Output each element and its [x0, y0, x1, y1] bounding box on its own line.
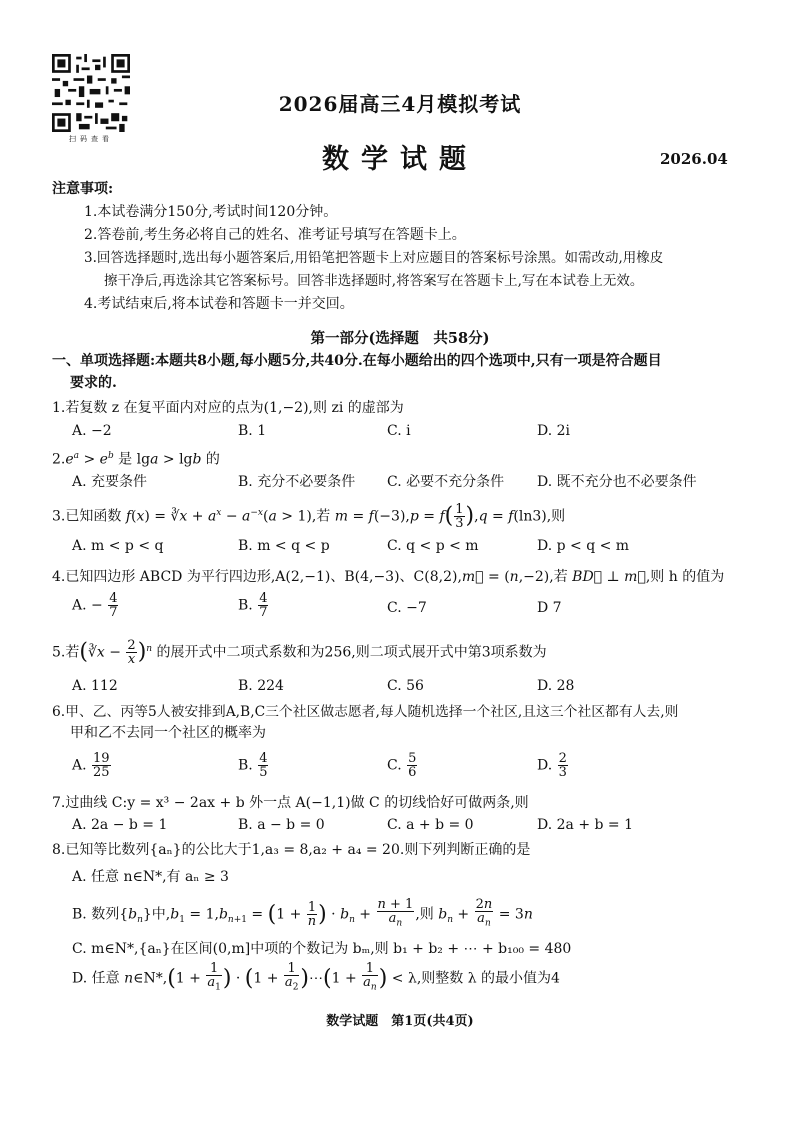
q7-option-c[interactable]: C. a + b = 0: [387, 817, 474, 833]
notes-item-1: 1.本试卷满分150分,考试时间120分钟。: [84, 204, 338, 220]
q6-option-b[interactable]: B. $\frac{4}{5}$: [238, 751, 268, 780]
q6-option-a[interactable]: A. $\frac{19}{25}$: [72, 751, 110, 780]
q7-option-d[interactable]: D. 2a + b = 1: [537, 817, 634, 833]
q2-stem: $2.e^a > e^b$ 是 lga > lgb 的: [52, 451, 220, 468]
q2-option-d[interactable]: D. 既不充分也不必要条件: [537, 474, 697, 490]
q5-option-a[interactable]: A. 112: [72, 678, 118, 694]
q1-stem: 1.若复数 z 在复平面内对应的点为(1,−2),则 zi 的虚部为: [52, 400, 404, 416]
q5-option-c[interactable]: C. 56: [387, 678, 424, 694]
q3-option-d[interactable]: D. p < q < m: [537, 538, 630, 554]
exam-title: 2026届高三4月模拟考试: [278, 92, 522, 116]
q6-stem-cont: 甲和乙不去同一个社区的概率为: [70, 725, 266, 741]
q4-option-a[interactable]: A. − $\frac{4}{7}$: [72, 591, 118, 620]
q8-option-b[interactable]: B. 数列$\{b_n\}$中$,b_1 = 1,b_{n+1} = (1$ + $\frac{1}{n}$ ) · $b_n$ + $\frac{n + 1}{a_n}$ ,则 $b_n$ + $\frac{2n}{a_n}$ = 3n: [72, 897, 533, 929]
q6-option-d[interactable]: D. $\frac{2}{3}$: [537, 751, 567, 780]
q1-option-c[interactable]: C. i: [387, 423, 411, 439]
notes-item-2: 2.答卷前,考生务必将自己的姓名、准考证号填写在答题卡上。: [84, 227, 466, 243]
q8-option-d[interactable]: D. 任意 n∈N*,(1 + $\frac{1}{a_1}$ ) · (1 + $\frac{1}{a_2}$ )⋯(1 + $\frac{1}{a_n}$ ) < λ,则整数 λ 的最小值为4: [72, 961, 560, 993]
section-instructions: 一、单项选择题:本题共8小题,每小题5分,共40分.在每小题给出的四个选项中,只有一项是符合题目: [52, 353, 662, 369]
q4-option-c[interactable]: C. −7: [387, 600, 427, 616]
q7-option-b[interactable]: B. a − b = 0: [238, 817, 325, 833]
q2-option-b[interactable]: B. 充分不必要条件: [238, 474, 356, 490]
notes-item-3: 3.回答选择题时,选出每小题答案后,用铅笔把答题卡上对应题目的答案标号涂黑。如需改动,用橡皮: [84, 250, 664, 266]
part1-title: 第一部分(选择题 共58分): [310, 330, 490, 347]
notes-title: 注意事项:: [52, 181, 114, 197]
q1-option-a[interactable]: A. −2: [72, 423, 112, 439]
q4-option-b[interactable]: B. $\frac{4}{7}$: [238, 591, 268, 620]
q4-option-d[interactable]: D 7: [537, 600, 562, 616]
q2-option-c[interactable]: C. 必要不充分条件: [387, 474, 505, 490]
q3-option-c[interactable]: C. q < p < m: [387, 538, 479, 554]
q5-option-d[interactable]: D. 28: [537, 678, 575, 694]
q5-stem: 5.若(∛x − $\frac{2}{x}$ )$^n$ 的展开式中二项式系数和为256,则二项式展开式中第3项系数为: [52, 638, 547, 668]
q3-stem: 3.已知函数 f(x) = ∛x + $a^x - a^{-x}(a > 1)$,若 m = f(−3),p = f( $\frac{1}{3}$ ),q = f(ln3),则: [52, 502, 566, 532]
qr-caption: 扫码查看: [69, 135, 113, 143]
q1-option-d[interactable]: D. 2i: [537, 423, 571, 439]
q6-option-c[interactable]: C. $\frac{5}{6}$: [387, 751, 417, 780]
exam-date: 2026.04: [660, 150, 728, 168]
q8-stem: 8.已知等比数列{aₙ}的公比大于1,a₃ = 8,a₂ + a₄ = 20.则下列判断正确的是: [52, 842, 531, 858]
page-footer: 数学试题 第1页(共4页): [326, 1014, 474, 1029]
section-instructions-cont: 要求的.: [70, 375, 117, 391]
q5-option-b[interactable]: B. 224: [238, 678, 284, 694]
q7-stem: 7.过曲线 C:y = x³ − 2ax + b 外一点 A(−1,1)做 C 的切线恰好可做两条,则: [52, 795, 529, 811]
notes-item-3-cont: 擦干净后,再选涂其它答案标号。回答非选择题时,将答案写在答题卡上,写在本试卷上无效。: [104, 273, 644, 289]
notes-item-4: 4.考试结束后,将本试卷和答题卡一并交回。: [84, 296, 354, 312]
q3-option-a[interactable]: A. m < p < q: [72, 538, 164, 554]
q8-option-a[interactable]: A. 任意 n∈N*,有 aₙ ≥ 3: [72, 869, 229, 885]
q8-option-c[interactable]: C. m∈N*,{aₙ}在区间(0,m]中项的个数记为 bₘ,则 b₁ + b₂ + ⋯ + b₁₀₀ = 480: [72, 941, 572, 957]
q2-option-a[interactable]: A. 充要条件: [72, 474, 148, 490]
q7-option-a[interactable]: A. 2a − b = 1: [72, 817, 168, 833]
subject-title: 数学试题: [322, 144, 478, 175]
q1-option-b[interactable]: B. 1: [238, 423, 267, 439]
q4-stem: 4.已知四边形 ABCD 为平行四边形,A(2,−1)、B(4,−3)、C(8,2),m⃗ = (n,−2),若 BD⃗ ⊥ m⃗,则 h 的值为: [52, 569, 725, 585]
q6-stem: 6.甲、乙、丙等5人被安排到A,B,C三个社区做志愿者,每人随机选择一个社区,且这三个社区都有人去,则: [52, 704, 679, 720]
q3-option-b[interactable]: B. m < q < p: [238, 538, 330, 554]
